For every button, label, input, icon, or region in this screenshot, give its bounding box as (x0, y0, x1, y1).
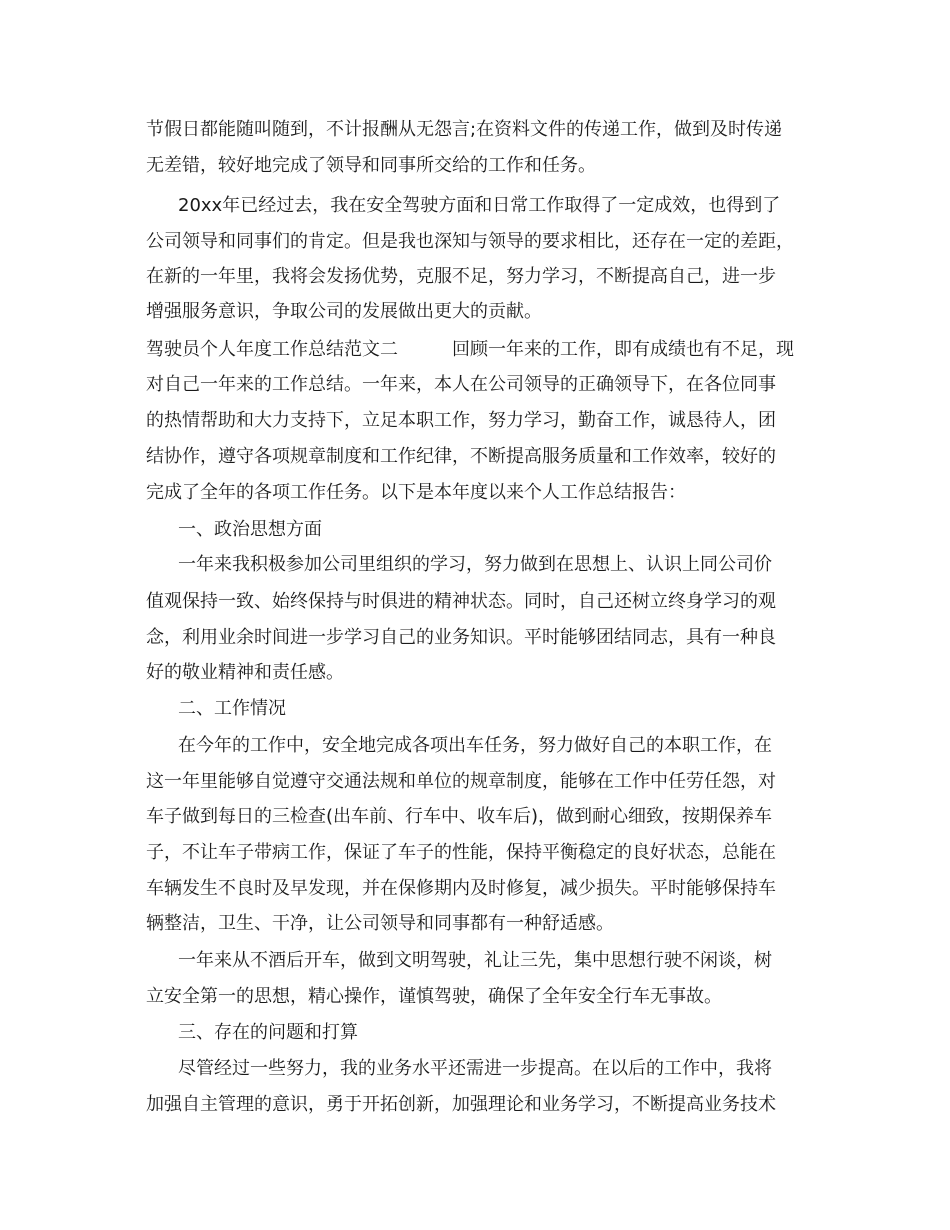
text-line: 车辆发生不良时及早发现，并在保修期内及时修复，减少损失。平时能够保持车 (146, 878, 776, 899)
text-line: 加强自主管理的意识，勇于开拓创新，加强理论和业务学习，不断提高业务技术 (146, 1094, 776, 1115)
text-line: 20xx年已经过去，我在安全驾驶方面和日常工作取得了一定成效，也得到了 (178, 195, 781, 216)
text-line: 这一年里能够自觉遵守交通法规和单位的规章制度，能够在工作中任劳任怨，对 (146, 771, 776, 792)
heading-political: 一、政治思想方面 (178, 519, 322, 540)
text-line: 一年来我积极参加公司里组织的学习，努力做到在思想上、认识上同公司价 (178, 554, 772, 575)
text-line: 节假日都能随叫随到，不计报酬从无怨言;在资料文件的传递工作，做到及时传递 (146, 119, 783, 140)
text-line: 值观保持一致、始终保持与时俱进的精神状态。同时，自己还树立终身学习的观 (146, 591, 776, 612)
text-line: 增强服务意识，争取公司的发展做出更大的贡献。 (146, 301, 542, 322)
text-line: 的热情帮助和大力支持下，立足本职工作，努力学习，勤奋工作，诚恳待人，团 (146, 410, 776, 431)
text-line: 一年来从不酒后开车，做到文明驾驶，礼让三先，集中思想行驶不闲谈，树 (178, 950, 772, 971)
text-line: 公司领导和同事们的肯定。但是我也深知与领导的要求相比，还存在一定的差距， (146, 231, 794, 252)
text-line: 在今年的工作中，安全地完成各项出车任务，努力做好自己的本职工作，在 (178, 735, 772, 756)
text-line: 对自己一年来的工作总结。一年来，本人在公司领导的正确领导下，在各位同事 (146, 374, 776, 395)
text-line: 无差错，较好地完成了领导和同事所交给的工作和任务。 (146, 155, 596, 176)
text-line: 好的敬业精神和责任感。 (146, 662, 344, 683)
text-line: 车子做到每日的三检查(出车前、行车中、收车后)，做到耐心细致，按期保养车 (146, 806, 773, 827)
heading-work: 二、工作情况 (178, 698, 286, 719)
text-line: 结协作，遵守各项规章制度和工作纪律，不断提高服务质量和工作效率，较好的 (146, 446, 776, 467)
text-line: 完成了全年的各项工作任务。以下是本年度以来个人工作总结报告： (146, 482, 686, 503)
text-line: 辆整洁，卫生、干净，让公司领导和同事都有一种舒适感。 (146, 913, 614, 934)
text-line: 尽管经过一些努力，我的业务水平还需进一步提高。在以后的工作中，我将 (178, 1058, 772, 1079)
text-line: 在新的一年里，我将会发扬优势，克服不足，努力学习，不断提高自己，进一步 (146, 266, 776, 287)
text-line: 念，利用业余时间进一步学习自己的业务知识。平时能够团结同志，具有一种良 (146, 627, 776, 648)
section-title-line: 驾驶员个人年度工作总结范文二 回顾一年来的工作，即有成绩也有不足，现 (146, 339, 794, 360)
text-line: 立安全第一的思想，精心操作，谨慎驾驶，确保了全年安全行车无事故。 (146, 986, 722, 1007)
text-line: 子，不让车子带病工作，保证了车子的性能，保持平衡稳定的良好状态，总能在 (146, 842, 776, 863)
heading-problems: 三、存在的问题和打算 (178, 1022, 358, 1043)
